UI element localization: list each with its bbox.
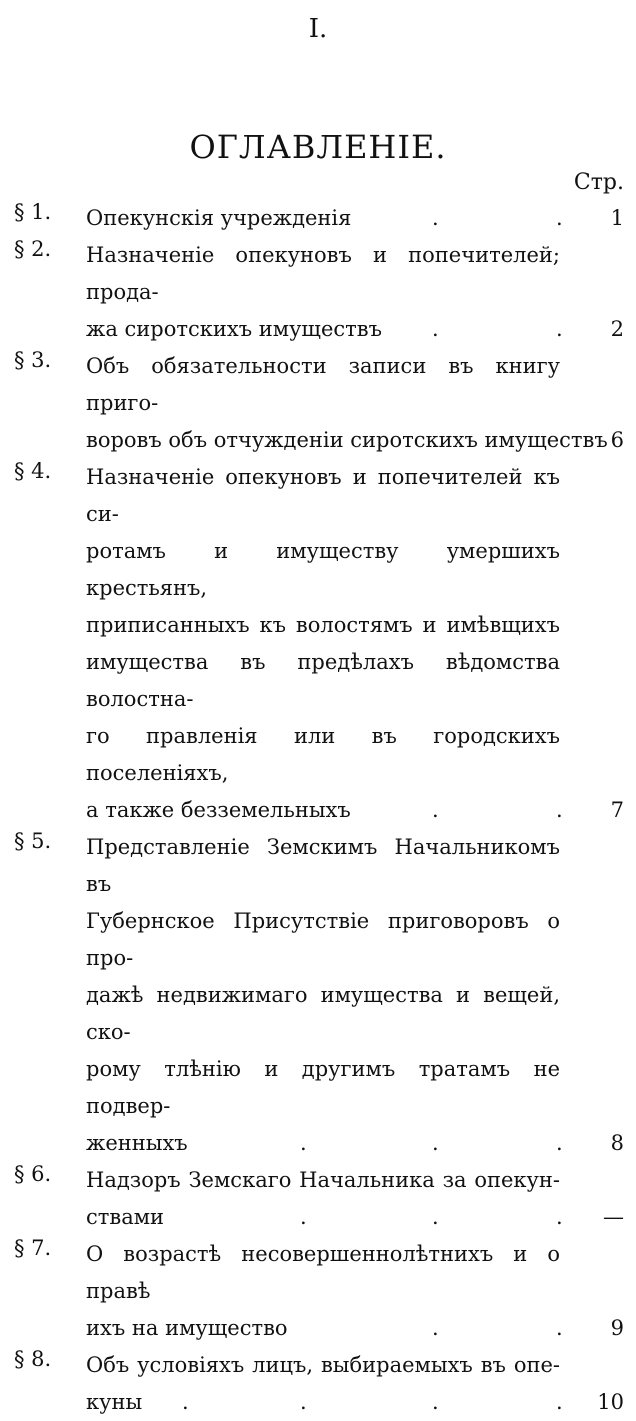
entry-text-last-line: а также безземельныхъ	[86, 798, 351, 822]
entry-text-last-line: воровъ объ отчужденіи сиротскихъ имуществъ	[86, 428, 608, 452]
leader-dot: .	[432, 1131, 439, 1155]
toc-entry	[0, 459, 636, 829]
leader-dot: .	[556, 1390, 563, 1414]
page-ref: —	[603, 1205, 624, 1229]
leader-dot: .	[300, 1205, 307, 1229]
toc-entry	[0, 348, 636, 459]
leader-dot: .	[432, 798, 439, 822]
page-ref: 7	[610, 798, 624, 822]
section-number: § 3.	[14, 348, 52, 372]
page-number: I.	[308, 14, 328, 44]
leader-dot: .	[300, 1390, 307, 1414]
entry-text-line: Назначеніе опекуновъ и попечителей къ си-	[86, 465, 560, 526]
entry-text-last-line: ствами	[86, 1205, 165, 1229]
section-number: § 8.	[14, 1347, 52, 1371]
section-number: § 1.	[14, 200, 52, 224]
entry-text-line: рому тлѣнію и другимъ тратамъ не подвер-	[86, 1057, 560, 1118]
section-number: § 4.	[14, 459, 52, 483]
leader-dot: .	[432, 206, 439, 230]
page-ref: 6	[610, 428, 624, 452]
toc-entry	[0, 200, 636, 237]
section-number: § 2.	[14, 237, 52, 261]
entry-text-last-line: куны	[86, 1390, 143, 1414]
leader-dot: .	[182, 1390, 189, 1414]
leader-dot: .	[432, 1390, 439, 1414]
toc-entry	[0, 1347, 636, 1421]
leader-dot: .	[556, 1131, 563, 1155]
section-number: § 5.	[14, 829, 52, 853]
entry-text-line: имущества въ предѣлахъ вѣдомства волостна-	[86, 650, 560, 711]
entry-text-line: Представленіе Земскимъ Начальникомъ въ	[86, 835, 560, 896]
entry-text-line: Объ обязательности записи въ книгу приго-	[86, 354, 560, 415]
entry-text-line: ротамъ и имуществу умершихъ крестьянъ,	[86, 539, 560, 600]
entry-text-line: приписанныхъ къ волостямъ и имѣвщихъ	[86, 613, 560, 637]
leader-dot: .	[556, 206, 563, 230]
page-ref: 10	[597, 1390, 624, 1414]
toc-entry	[0, 1236, 636, 1347]
leader-dot: .	[432, 1205, 439, 1229]
page-title: ОГЛАВЛЕНІЕ.	[189, 128, 447, 166]
entry-text-line: Назначеніе опекуновъ и попечителей; прода-	[86, 243, 560, 304]
section-number: § 6.	[14, 1162, 52, 1186]
entry-text-line: Надзоръ Земскаго Начальника за опекун-	[86, 1168, 560, 1192]
leader-dot: .	[432, 1316, 439, 1340]
entry-text-line: О возрастѣ несовершеннолѣтнихъ и о правѣ	[86, 1242, 560, 1303]
toc-entry	[0, 237, 636, 348]
entry-text-line: Объ условіяхъ лицъ, выбираемыхъ въ опе-	[86, 1353, 560, 1377]
section-number: § 7.	[14, 1236, 52, 1260]
entry-text-line: го правленія или въ городскихъ поселеніяхъ,	[86, 724, 560, 785]
page-ref: 8	[610, 1131, 624, 1155]
leader-dot: .	[432, 317, 439, 341]
table-of-contents	[0, 200, 636, 1421]
entry-text-last-line: Опекунскія учрежденія	[86, 206, 352, 230]
entry-text-last-line: женныхъ	[86, 1131, 188, 1155]
entry-text-last-line: ихъ на имущество	[86, 1316, 288, 1340]
leader-dot: .	[556, 317, 563, 341]
leader-dot: .	[556, 798, 563, 822]
leader-dot: .	[300, 1131, 307, 1155]
leader-dot: .	[556, 1316, 563, 1340]
page-column-header: Стр.	[573, 170, 624, 195]
leader-dot: .	[556, 1205, 563, 1229]
entry-text-line: дажѣ недвижимаго имущества и вещей, ско-	[86, 983, 560, 1044]
toc-entry	[0, 1162, 636, 1236]
page-ref: 2	[610, 317, 624, 341]
entry-text-last-line: жа сиротскихъ имуществъ	[86, 317, 382, 341]
page-ref: 9	[610, 1316, 624, 1340]
page-ref: 1	[610, 206, 624, 230]
entry-text-line: Губернское Присутствіе приговоровъ о про-	[86, 909, 560, 970]
